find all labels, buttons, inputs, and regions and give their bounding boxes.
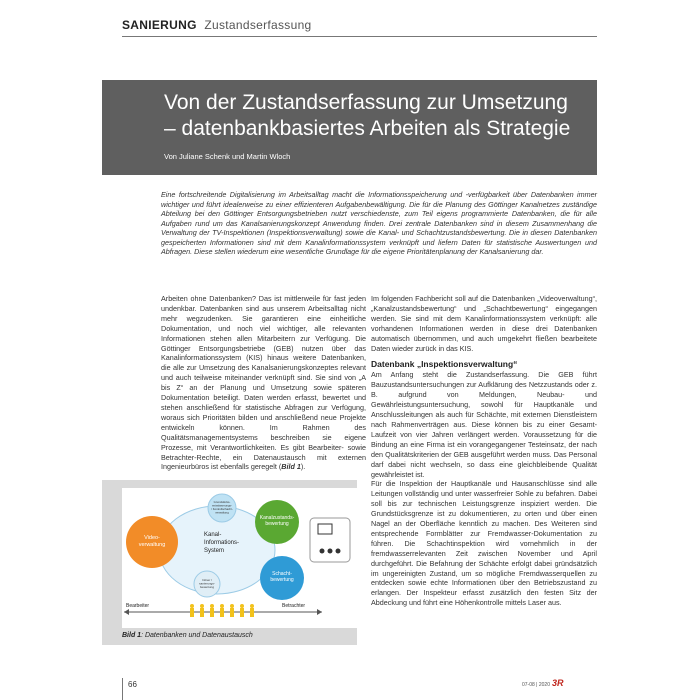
video-label: Video-verwaltung [138, 535, 166, 548]
bearbeiter-label: Bearbeiter [126, 603, 150, 609]
user-icon [336, 549, 341, 554]
footer-divider [122, 678, 123, 700]
person-icon [250, 604, 254, 608]
person-body [200, 608, 204, 617]
section-header [122, 18, 312, 32]
issue-label: 07-08 | 2020 [522, 682, 550, 688]
person-icon [190, 604, 194, 608]
article-title [164, 90, 594, 142]
figure-reference: Bild 1 [281, 462, 301, 472]
left-paragraph-text: Arbeiten ohne Datenbanken? Das ist mittlerweile für fast jeden undenkbar. Datenbanken sind aus unserem Arbeitsalltag nicht mehr wegzudenken. Sie garantieren eine einheitliche Dokumentation, und noch viel wichtiger, alle relevanten Informationen stehen allen Mitarbeitern zur Verfügung. Die Göttinger Entsorgungsbetriebe (GEB) nutzen über das Kanalinformationssystem (KIS) hinaus weitere Datenbanken, die alle zur Umsetzung des Kanalsanierungskonzeptes relevant und auch teilweise miteinander verknüpft sind. Sie sind von „A bis Z“ an der Planung und Umsetzung sowie späteren Dokumentation beteiligt. Daten werden erfasst, bewertet und stehen anschließend für statistische Abfragen zur Verfügung, woraus sich Prioritäten bilden und anschließend neue Projekte entwickeln können. Im Rahmen des Qualitätsmanagementsystems beschreiben sie eigene Prozesse, mit Verantwortlichkeiten. Es gibt Bearbeiter- sowie Betrachter-Rechte, ein Datenaustausch mit externen Ingenieurbüros ist ebenfalls geregelt ( [161, 294, 366, 472]
user-icon [320, 549, 325, 554]
section-label: SANIERUNG [122, 18, 197, 32]
top-small-label: Grundstücks-entwässerungs-/ Kontrollschacht-verwaltung [211, 500, 233, 515]
betrachter-label: Betrachter [282, 603, 306, 609]
left-paragraph [161, 294, 366, 472]
person-body [210, 608, 214, 617]
center-label: Kanal-Informations-System [204, 532, 240, 554]
caption-text: : Datenbanken und Datenaustausch [141, 632, 253, 639]
header-divider [122, 36, 597, 37]
person-icon [200, 604, 204, 608]
right-paragraph-2: Am Anfang steht die Zustandserfassung. Die GEB führt Bauzustandsuntersuchungen zur Aufklärung des Netzzustands oder z. B. aufgrund von Meldungen, Neubau- und Gewährleistungsuntersuchung, sowohl für Hauptkanäle und Anschlussleitungen als auch für Schächte, mit externen Dienstleistern nach Rahmenverträgen aus. Diese können bis zu einer Gesamt-Laufzeit von vier Jahren verlängert werden. Voraussetzung für die Bindung an eine Firma ist ein vorangegangener Testeinsatz, der nach den Qualitätskriterien der GEB ausgeführt werden muss. Das Personal darf dabei nicht wechseln, so dass eine gleichbleibende Qualität gewährleistet ist. [371, 370, 597, 479]
page-number: 66 [128, 680, 137, 689]
person-icon [240, 604, 244, 608]
person-body [250, 608, 254, 617]
section-heading: Datenbank „Inspektionsverwaltung“ [371, 359, 518, 370]
schacht-label: Schacht-bewertung [270, 571, 294, 583]
person-body [230, 608, 234, 617]
database-diagram [122, 488, 362, 628]
intro-paragraph: Eine fortschreitende Digitalisierung im Arbeitsalltag macht die Informationsspeicherung und -verfügbarkeit über Datenbanken immer wichtiger und führt idealerweise zu einer effizienteren Aufgabenbewältigung. Die für die Planung des Göttinger Kanalnetzes zuständige Abteilung bei den Göttinger Entsorgungsbetrieben nutzt verschiedenste, zum Teil eigens programmierte Datenbanken, die für alle Aufgaben rund um das Kanalsanierungskonzept Anwendung finden. Drei zentrale Datenbanken sind in diesem Zusammenhang die Verwaltung der TV-Inspektionen (Inspektionsverwaltung) sowie die Kanal- und Schachtzustandsbewertung. Die in diesen Datenbanken gespeicherten Informationen sind mit dem Kanalinformationssystem verknüpft und liefern Daten für statistische Auswertungen und Abfragen. Diese stellen wiederum eine wesentliche Grundlage für die eigene Prioritätenplanung der Kanalsanierung dar. [161, 190, 597, 256]
left-paragraph-end: ). [300, 462, 306, 472]
users-panel [310, 518, 350, 562]
person-body [220, 608, 224, 617]
figure-caption [122, 632, 253, 639]
title-line-2: – datenbankbasiertes Arbeiten als Strategie [164, 117, 571, 140]
person-body [240, 608, 244, 617]
person-icon [220, 604, 224, 608]
subsection-label: Zustandserfassung [204, 18, 312, 32]
kanal-label: Kanalzustands-bewertung [259, 515, 295, 527]
title-line-1: Von der Zustandserfassung zur Umsetzung [164, 91, 568, 114]
person-icon [230, 604, 234, 608]
bottom-small-label: Inliner / sanierungs-bewertung [199, 578, 215, 589]
column-right [371, 294, 597, 608]
magazine-logo: 3R [552, 678, 564, 688]
title-banner [102, 80, 597, 175]
column-left [161, 294, 366, 472]
person-body [190, 608, 194, 617]
user-icon [328, 549, 333, 554]
right-paragraph-1: Im folgenden Fachbericht soll auf die Datenbanken „Videoverwaltung“, „Kanalzustandsbewertung“ und „Schachtbewertung“ eingegangen werden. Sie sind mit dem Kanalinformationssystem verknüpft: alle vorhandenen Informationen werden in diese drei Datenbanken automatisch übernommen, und auch umgekehrt fließen bearbeitete Daten wieder zurück in das KIS. [371, 294, 597, 353]
caption-label: Bild 1 [122, 632, 142, 639]
right-paragraph-3: Für die Inspektion der Hauptkanäle und Hausanschlüsse sind alle Leitungen vollständig und unter wasserfreier Sohle zu befahren. Dabei soll bis zur technischen Leistungsgrenze inspiziert werden. Die Grundstücksgrenze ist zu dokumentieren, zu orten und über einen Nagel an der Oberfläche kenntlich zu machen. Des Weiteren sind entsprechende Formblätter zur Fremdwasser-Dokumentation zu führen. Die Schachtinspektion wird vornehmlich in der fremdwasserrelevanten Zeit zwischen November und April durchgeführt. Die Befahrung der Schächte erfolgt dabei gründsätzlich im ungereinigten Zustand, um so mögliche Fremdwasserquellen zu entdecken sowie echte Informationen über den Betriebszustand zu erlangen. Der Inspekteur erfasst zusätzlich den festen Sitz der Abdeckung und führt eine Höhenkontrolle mittels Laser aus. [371, 479, 597, 608]
person-icon [210, 604, 214, 608]
authors: Von Juliane Schenk und Martin Wloch [164, 152, 291, 161]
